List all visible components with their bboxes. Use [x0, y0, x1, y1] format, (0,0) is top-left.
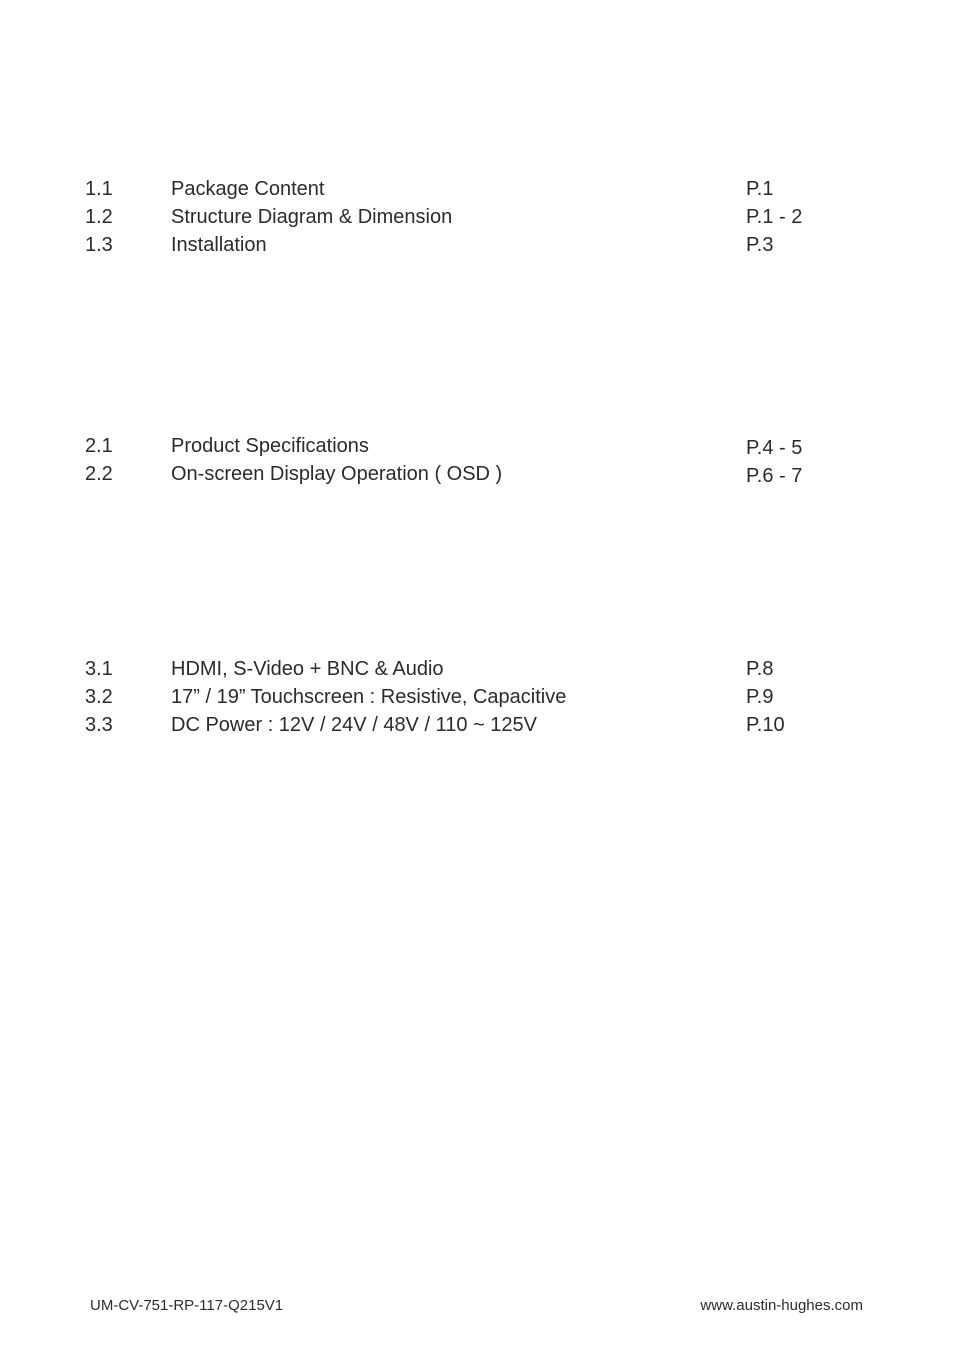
toc-entry-number: 3.1 [85, 658, 113, 680]
toc-section-3 [0, 655, 954, 739]
toc-entry-title: Product Specifications [171, 435, 369, 457]
toc-entry-title: 17” / 19” Touchscreen : Resistive, Capacitive [171, 686, 567, 708]
toc-entry-page: P.10 [746, 714, 785, 736]
toc-entry[interactable] [0, 711, 954, 739]
toc-entry[interactable] [0, 231, 954, 259]
toc-entry[interactable] [0, 655, 954, 683]
toc-entry-number: 2.1 [85, 435, 113, 457]
toc-entry[interactable] [0, 460, 954, 488]
toc-entry-title: Installation [171, 234, 267, 256]
toc-entry-page: P.9 [746, 686, 774, 708]
toc-entry-title: HDMI, S-Video + BNC & Audio [171, 658, 444, 680]
toc-entry-page: P.4 - 5 [746, 437, 803, 459]
toc-entry-page: P.1 [746, 178, 774, 200]
footer-doc-code: UM-CV-751-RP-117-Q215V1 [90, 1297, 284, 1314]
toc-section-2 [0, 432, 954, 488]
toc-entry-number: 2.2 [85, 463, 113, 485]
toc-section-1 [0, 175, 954, 259]
toc-entry-number: 1.1 [85, 178, 113, 200]
toc-entry[interactable] [0, 175, 954, 203]
toc-entry-page: P.1 - 2 [746, 206, 803, 228]
toc-entry-title: On-screen Display Operation ( OSD ) [171, 463, 503, 485]
toc-entry-page: P.6 - 7 [746, 465, 803, 487]
toc-entry-number: 1.2 [85, 206, 113, 228]
toc-entry-title: DC Power : 12V / 24V / 48V / 110 ~ 125V [171, 714, 537, 736]
toc-entry[interactable] [0, 432, 954, 460]
toc-entry-title: Structure Diagram & Dimension [171, 206, 453, 228]
toc-entry[interactable] [0, 683, 954, 711]
toc-entry-title: Package Content [171, 178, 325, 200]
toc-entry-page: P.3 [746, 234, 774, 256]
toc-entry-number: 3.2 [85, 686, 113, 708]
toc-entry-page: P.8 [746, 658, 774, 680]
toc-entry-number: 3.3 [85, 714, 113, 736]
footer-website-link[interactable]: www.austin-hughes.com [700, 1297, 863, 1314]
toc-entry-number: 1.3 [85, 234, 113, 256]
toc-entry[interactable] [0, 203, 954, 231]
